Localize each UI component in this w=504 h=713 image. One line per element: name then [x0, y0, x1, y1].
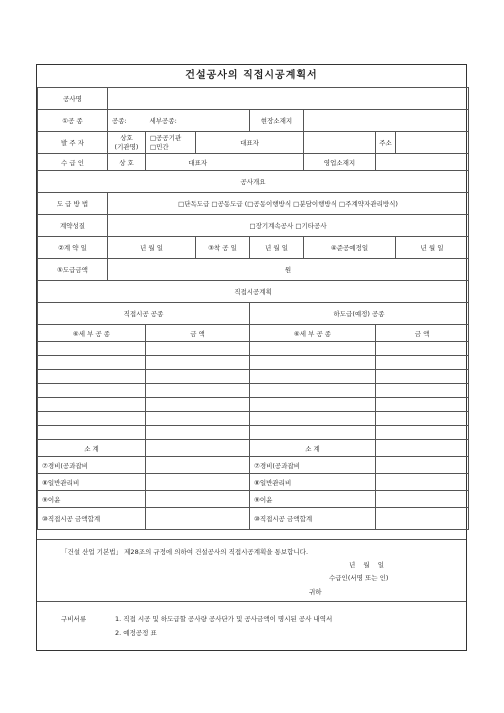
- project-name-label: 공사명: [38, 88, 108, 110]
- contract-amount-label: ⑤도급금액: [38, 259, 108, 281]
- row-total: [38, 508, 469, 530]
- site-location-label: 현장소재지: [250, 110, 304, 132]
- client-rep-label: 대표자: [196, 132, 304, 154]
- entry-cell[interactable]: [38, 426, 146, 440]
- row-expense: [38, 457, 469, 474]
- table-row: [38, 356, 469, 370]
- work-type-main[interactable]: 공종:: [108, 110, 146, 132]
- row-subtotal: [38, 440, 469, 457]
- client-name-label: [108, 132, 146, 154]
- subcontract-expense-label: ⑦경비(공과잡비: [250, 457, 376, 474]
- entry-cell[interactable]: [146, 384, 250, 398]
- project-name-field[interactable]: [108, 88, 469, 110]
- direct-work-header: 직접시공 공종: [38, 303, 250, 325]
- entry-cell[interactable]: [376, 398, 469, 412]
- entry-cell[interactable]: [250, 384, 376, 398]
- entry-cell[interactable]: [146, 412, 250, 426]
- contract-amount-field[interactable]: 원: [108, 259, 469, 281]
- client-rep-field[interactable]: [304, 132, 376, 154]
- contract-method-options[interactable]: □단독도급 □공동도급 (□공동이행방식 □분담이행방식 □주계약자관리방식): [108, 193, 469, 215]
- table-row: [38, 412, 469, 426]
- contract-nature-label: 계약성질: [38, 215, 108, 237]
- entry-cell[interactable]: [38, 412, 146, 426]
- entry-cell[interactable]: [376, 384, 469, 398]
- work-type-label: ①공 종: [38, 110, 108, 132]
- direct-expense-field[interactable]: [146, 457, 250, 474]
- row-contract-amount: [38, 259, 469, 281]
- subcontract-amount-header: 금 액: [376, 325, 469, 342]
- entry-cell[interactable]: [376, 342, 469, 356]
- form-table: [37, 87, 469, 530]
- notice-text: 「건설 산업 기본법」 제28조의 규정에 의하여 건설공사의 직접시공계획을 통보합니다.: [61, 548, 309, 556]
- row-contract-nature: [38, 215, 469, 237]
- row-overhead: [38, 474, 469, 491]
- required-documents-section: [37, 601, 466, 653]
- client-name-text: 상호: [120, 133, 133, 142]
- direct-subtotal-label: 소 계: [38, 440, 146, 457]
- entry-cell[interactable]: [376, 412, 469, 426]
- subcontract-subtotal-label: 소 계: [250, 440, 376, 457]
- row-client: [38, 132, 469, 154]
- subcontract-total-field[interactable]: [376, 508, 469, 530]
- subcontract-subtype-header: ⑥세 부 공 종: [250, 325, 376, 342]
- plan-header: 직접시공계획: [38, 281, 469, 303]
- direct-amount-header: 금 액: [146, 325, 250, 342]
- row-overview: [38, 171, 469, 193]
- direct-subtotal-field[interactable]: [146, 440, 250, 457]
- contract-date-label: ②계 약 일: [38, 237, 108, 259]
- table-row: [38, 342, 469, 356]
- direct-subtype-header: ⑥세 부 공 종: [38, 325, 146, 342]
- table-row: [38, 398, 469, 412]
- entry-cell[interactable]: [146, 342, 250, 356]
- entry-cell[interactable]: [376, 426, 469, 440]
- subcontract-profit-label: ⑨이윤: [250, 491, 376, 508]
- entry-cell[interactable]: [376, 356, 469, 370]
- contract-nature-options[interactable]: □장기계속공사 □기타공사: [108, 215, 469, 237]
- entry-cell[interactable]: [250, 356, 376, 370]
- contractor-rep-field[interactable]: [250, 154, 304, 171]
- notice-date[interactable]: 년 월 일: [349, 561, 387, 569]
- entry-cell[interactable]: [250, 398, 376, 412]
- row-profit: [38, 491, 469, 508]
- subcontract-expense-field[interactable]: [376, 457, 469, 474]
- entry-cell[interactable]: [146, 398, 250, 412]
- entry-cell[interactable]: [146, 356, 250, 370]
- subcontract-profit-field[interactable]: [376, 491, 469, 508]
- table-row: [38, 384, 469, 398]
- direct-overhead-field[interactable]: [146, 474, 250, 491]
- entry-cell[interactable]: [38, 384, 146, 398]
- work-type-sub[interactable]: 세부공종:: [146, 110, 250, 132]
- entry-cell[interactable]: [146, 370, 250, 384]
- row-plan-split: [38, 303, 469, 325]
- completion-date-field[interactable]: 년 월 일: [396, 237, 469, 259]
- start-date-field[interactable]: 년 월 일: [250, 237, 304, 259]
- overview-header: 공사개요: [38, 171, 469, 193]
- entry-cell[interactable]: [38, 370, 146, 384]
- row-project-name: [38, 88, 469, 110]
- contractor-office-field[interactable]: [376, 154, 469, 171]
- subcontract-overhead-label: ⑧일반관리비: [250, 474, 376, 491]
- documents-item-1: 1. 직접 시공 및 하도급할 공사량 공사단가 및 공사금액이 명시된 공사 내역서: [115, 615, 333, 623]
- direct-total-field[interactable]: [146, 508, 250, 530]
- row-contractor: [38, 154, 469, 171]
- client-address-field[interactable]: [396, 132, 469, 154]
- entry-cell[interactable]: [38, 356, 146, 370]
- row-work-type: [38, 110, 469, 132]
- direct-total-label: ⑩직접시공 금액합계: [38, 508, 146, 530]
- contract-method-label: 도 급 방 법: [38, 193, 108, 215]
- row-plan-header: [38, 281, 469, 303]
- client-private-checkbox[interactable]: □민간: [150, 142, 169, 151]
- client-address-label: 주소: [376, 132, 396, 154]
- client-type-options[interactable]: [146, 132, 196, 154]
- row-column-headers: [38, 325, 469, 342]
- notice-recipient: 귀하: [309, 588, 322, 596]
- subcontract-total-label: ⑩직접시공 금액합계: [250, 508, 376, 530]
- entry-cell[interactable]: [250, 412, 376, 426]
- client-public-checkbox[interactable]: □공공기관: [150, 133, 182, 142]
- contractor-name-label: 상 호: [108, 154, 146, 171]
- direct-overhead-label: ⑧일반관리비: [38, 474, 146, 491]
- completion-date-label: ④준공예정일: [304, 237, 396, 259]
- contractor-office-label: 영업소재지: [304, 154, 376, 171]
- entry-cell[interactable]: [38, 342, 146, 356]
- site-location-field[interactable]: [304, 110, 469, 132]
- subcontract-work-header: 하도급(예정) 공종: [250, 303, 469, 325]
- entry-cell[interactable]: [38, 398, 146, 412]
- client-agency-text: (기관명): [114, 142, 139, 151]
- subcontract-overhead-field[interactable]: [376, 474, 469, 491]
- subcontract-subtotal-field[interactable]: [376, 440, 469, 457]
- contractor-rep-label: 대표자: [146, 154, 250, 171]
- entry-cell[interactable]: [376, 370, 469, 384]
- contractor-label: 수 급 인: [38, 154, 108, 171]
- contract-date-field[interactable]: 년 월 일: [108, 237, 196, 259]
- start-date-label: ③착 공 일: [196, 237, 250, 259]
- entry-cell[interactable]: [250, 426, 376, 440]
- notice-section: [37, 539, 466, 602]
- documents-item-2: 2. 예정공정 표: [115, 629, 157, 637]
- table-row: [38, 426, 469, 440]
- direct-expense-label: ⑦경비(공과잡비: [38, 457, 146, 474]
- row-dates: [38, 237, 469, 259]
- entry-cell[interactable]: [146, 426, 250, 440]
- construction-plan-form: [36, 64, 467, 651]
- entry-cell[interactable]: [250, 370, 376, 384]
- table-row: [38, 370, 469, 384]
- notice-signer[interactable]: 수급인(서명 또는 인): [329, 574, 389, 582]
- form-title: 건설공사의 직접시공계획서: [37, 65, 466, 88]
- direct-profit-field[interactable]: [146, 491, 250, 508]
- row-contract-method: [38, 193, 469, 215]
- documents-label: 구비서류: [61, 615, 87, 623]
- entry-cell[interactable]: [250, 342, 376, 356]
- direct-profit-label: ⑨이윤: [38, 491, 146, 508]
- client-label: 발 주 자: [38, 132, 108, 154]
